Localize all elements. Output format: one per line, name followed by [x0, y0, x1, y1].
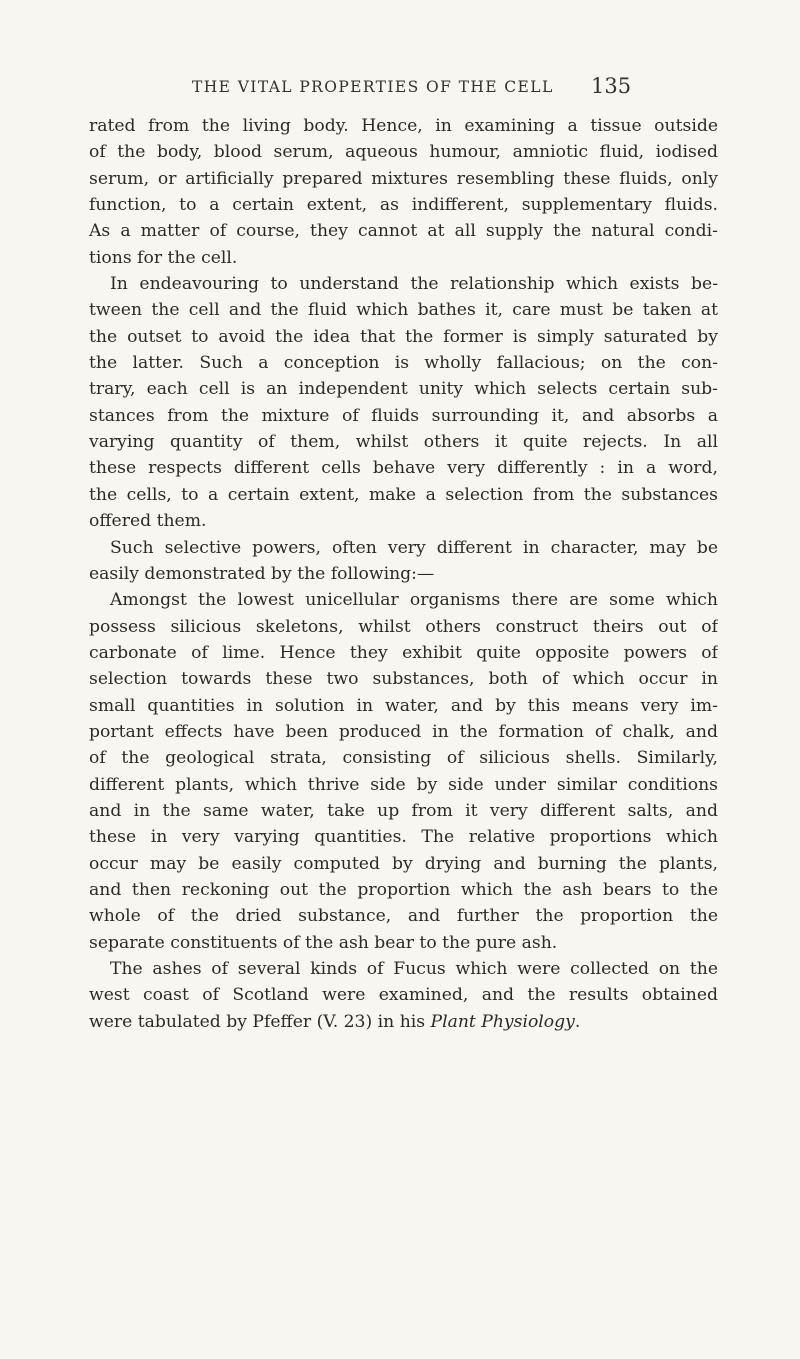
text-line: easily demonstrated by the following:— [89, 563, 435, 584]
text-line: different plants, which thrive side by side under similar conditions [89, 774, 718, 795]
running-head [0, 74, 800, 104]
text-line: The ashes of several kinds of Fucus which were collected on the [110, 959, 718, 979]
paragraph-5 [89, 956, 718, 1035]
text-line: function, to a certain extent, as indifferent, supplementary fluids. [89, 195, 718, 216]
text-line: possess silicious skeletons, whilst others construct theirs out of [89, 616, 718, 637]
text-line: separate constituents of the ash bear to the pure ash. [89, 932, 558, 953]
text-line: offered them. [89, 511, 207, 532]
text-line: west coast of Scotland were examined, and the results obtained [89, 985, 718, 1006]
sentence-end: . [574, 1011, 581, 1032]
page-number: 135 [591, 74, 632, 98]
text-line: Amongst the lowest unicellular organisms there are some which [110, 590, 718, 611]
paragraph-2 [89, 271, 718, 534]
book-title: Plant Physiology [430, 1011, 575, 1032]
text-line: tions for the cell. [89, 247, 238, 268]
text-line: and in the same water, take up from it very different salts, and [89, 800, 718, 821]
text-line: of the body, blood serum, aqueous humour, amniotic fluid, iodised [89, 142, 718, 163]
text-line-with-citation [89, 1009, 718, 1035]
text-line: these in very varying quantities. The relative proportions which [89, 827, 718, 848]
text-line: portant effects have been produced in the formation of chalk, and [89, 721, 718, 742]
text-line: carbonate of lime. Hence they exhibit quite opposite powers of [89, 642, 718, 663]
paragraph-1 [89, 113, 718, 271]
text-line: In endeavouring to understand the relationship which exists be- [110, 274, 718, 295]
text-line: the cells, to a certain extent, make a selection from the substances [89, 484, 718, 505]
text-line: and then reckoning out the proportion which the ash bears to the [89, 879, 718, 900]
body-text [89, 113, 718, 1035]
paragraph-4 [89, 587, 718, 956]
running-title: THE VITAL PROPERTIES OF THE CELL [192, 78, 554, 96]
text-line: whole of the dried substance, and further the proportion the [89, 906, 718, 927]
text-line: these respects different cells behave very differently : in a word, [89, 458, 718, 479]
text-line: the outset to avoid the idea that the former is simply saturated by [89, 326, 718, 347]
text-line: rated from the living body. Hence, in examining a tissue outside [89, 116, 718, 136]
text-line: varying quantity of them, whilst others it quite rejects. In all [89, 432, 718, 453]
text-line: of the geological strata, consisting of silicious shells. Similarly, [89, 748, 718, 769]
text-line: the latter. Such a conception is wholly fallacious; on the con- [89, 353, 718, 374]
text-line: As a matter of course, they cannot at all supply the natural condi- [89, 221, 718, 242]
text-line: tween the cell and the fluid which bathes it, care must be taken at [89, 300, 718, 321]
paragraph-3 [89, 535, 718, 588]
citation-prefix: were tabulated by Pfeffer (V. 23) in his [89, 1011, 431, 1032]
text-line: trary, each cell is an independent unity which selects certain sub- [89, 379, 718, 400]
text-line: occur may be easily computed by drying and burning the plants, [89, 853, 718, 874]
text-line: serum, or artificially prepared mixtures resembling these fluids, only [89, 168, 718, 189]
text-line: selection towards these two substances, both of which occur in [89, 669, 718, 690]
text-line: Such selective powers, often very different in character, may be [110, 537, 718, 558]
text-line: stances from the mixture of fluids surrounding it, and absorbs a [89, 405, 718, 426]
text-line: small quantities in solution in water, and by this means very im- [89, 695, 718, 716]
